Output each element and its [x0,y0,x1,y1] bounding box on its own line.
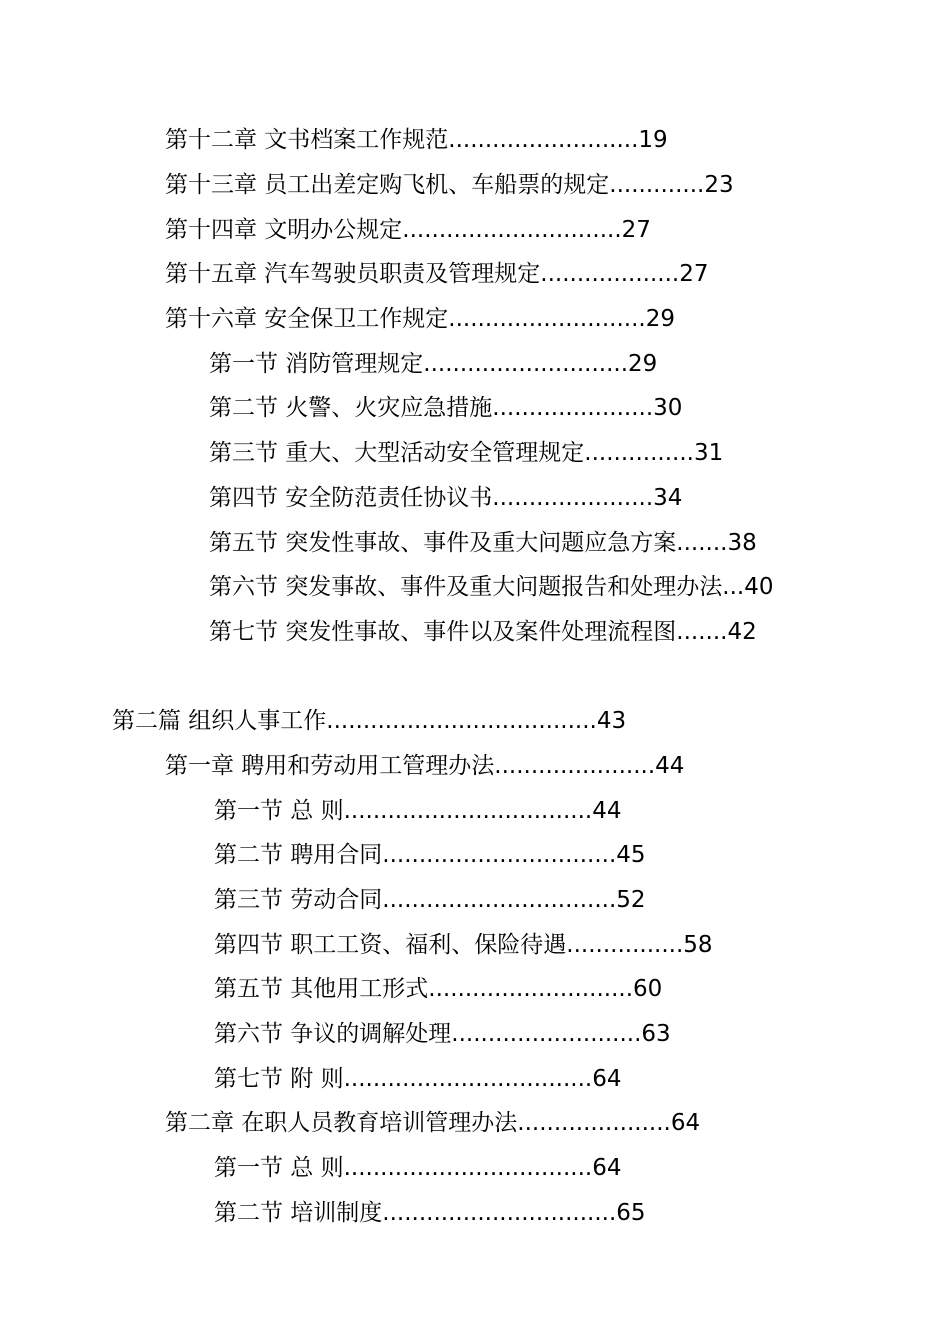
toc-entry-section[interactable]: 第六节 突发事故、事件及重大问题报告和处理办法...40 [209,574,774,600]
toc-entry-section[interactable]: 第二节 火警、火灾应急措施......................30 [209,395,683,421]
toc-entry-section[interactable]: 第七节 突发性事故、事件以及案件处理流程图.......42 [209,619,757,645]
toc-entry-chapter-12[interactable]: 第十二章 文书档案工作规范..........................19 [165,127,668,153]
toc-entry-section[interactable]: 第三节 重大、大型活动安全管理规定...............31 [209,440,724,466]
toc-entry-section[interactable]: 第四节 职工工资、福利、保险待遇................58 [214,932,713,958]
toc-entry-section[interactable]: 第六节 争议的调解处理..........................63 [214,1021,671,1047]
toc-entry-chapter-13[interactable]: 第十三章 员工出差定购飞机、车船票的规定.............23 [165,172,734,198]
toc-entry-section[interactable]: 第二节 聘用合同................................45 [214,842,646,868]
toc-entry-section[interactable]: 第一节 总 则..................................44 [214,798,622,824]
toc-entry-chapter-14[interactable]: 第十四章 文明办公规定..............................27 [165,217,651,243]
toc-entry-section[interactable]: 第一节 总 则..................................64 [214,1155,622,1181]
toc-entry-chapter-15[interactable]: 第十五章 汽车驾驶员职责及管理规定...................27 [165,261,709,287]
toc-entry-section[interactable]: 第五节 其他用工形式............................60 [214,976,663,1002]
toc-entry-section[interactable]: 第四节 安全防范责任协议书......................34 [209,485,683,511]
toc-entry-section[interactable]: 第七节 附 则..................................64 [214,1066,622,1092]
toc-entry-section[interactable]: 第一节 消防管理规定............................29 [209,351,658,377]
toc-entry-chapter-16[interactable]: 第十六章 安全保卫工作规定...........................29 [165,306,675,332]
toc-entry-chapter-1[interactable]: 第一章 聘用和劳动用工管理办法......................44 [165,753,685,779]
toc-entry-section[interactable]: 第二节 培训制度................................65 [214,1200,646,1226]
toc-entry-section[interactable]: 第五节 突发性事故、事件及重大问题应急方案.......38 [209,530,757,556]
toc-entry-section[interactable]: 第三节 劳动合同................................52 [214,887,646,913]
toc-entry-chapter-2[interactable]: 第二章 在职人员教育培训管理办法.....................64 [165,1110,701,1136]
toc-entry-part-2[interactable]: 第二篇 组织人事工作.....................................43 [112,708,627,734]
